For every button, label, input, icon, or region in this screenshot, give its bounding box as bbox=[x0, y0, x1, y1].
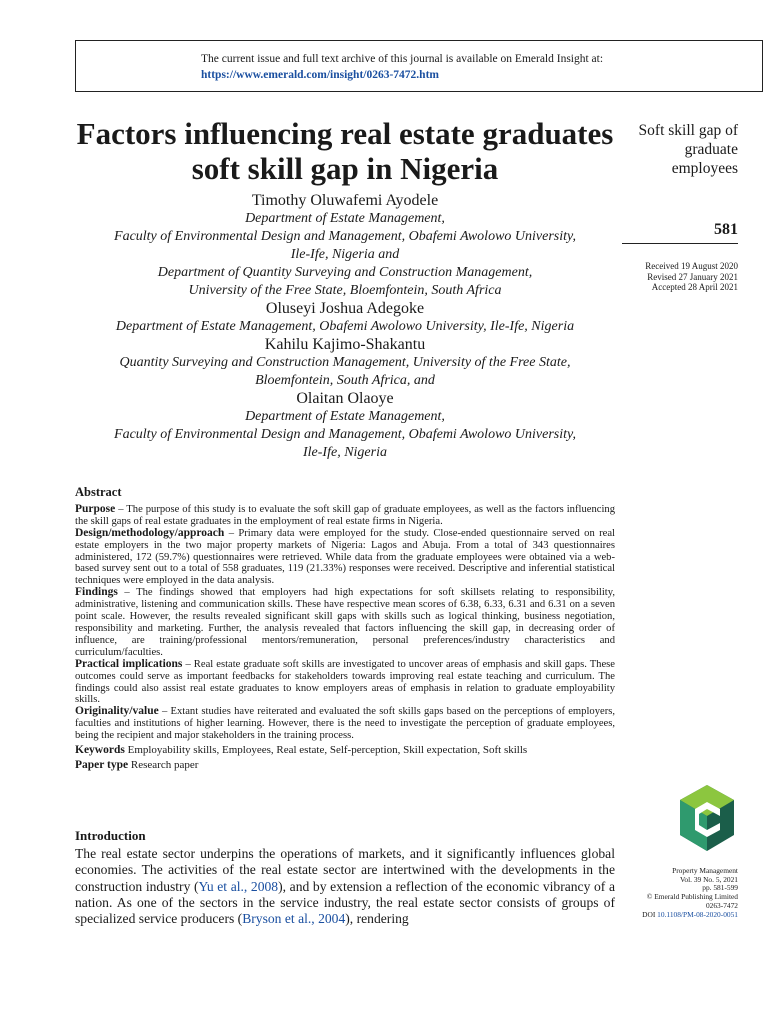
author-name: Oluseyi Joshua Adegoke bbox=[265, 300, 425, 317]
keywords bbox=[75, 745, 615, 757]
introduction-heading: Introduction bbox=[75, 828, 146, 843]
issn: 0263-7472 bbox=[705, 900, 738, 910]
sidebar-divider bbox=[622, 243, 738, 244]
practical-label: Practical implications bbox=[75, 657, 183, 670]
practical-text: – Real estate graduate soft skills are investigated to uncover areas of emphasis and skill gaps. These outcomes could serve as important feedbacks for stakeholders towards improving real estate teaching and curriculum. The findings could also assist real estate graduates to know employers areas of emphasis in relation to graduate employability skills. bbox=[75, 658, 615, 706]
journal-name: Property Management bbox=[672, 866, 738, 875]
emerald-logo-icon bbox=[676, 783, 738, 853]
author-affiliation: Faculty of Environmental Design and Management, Obafemi Awolowo University, bbox=[114, 427, 576, 442]
journal-url-link[interactable]: https://www.emerald.com/insight/0263-7472.htm bbox=[201, 69, 439, 81]
purpose-label: Purpose bbox=[75, 502, 116, 515]
accepted-date: Accepted 28 April 2021 bbox=[651, 282, 738, 292]
doi-link[interactable]: 10.1108/PM-08-2020-0051 bbox=[657, 909, 738, 919]
running-title bbox=[588, 121, 738, 178]
running-title-line: employees bbox=[671, 160, 738, 177]
journal-availability-banner bbox=[75, 40, 763, 92]
citation-link[interactable]: Yu et al., 2008 bbox=[198, 878, 279, 894]
findings-label: Findings bbox=[75, 586, 118, 599]
abstract-purpose bbox=[75, 504, 615, 528]
author-affiliation: Department of Estate Management, Obafemi Awolowo University, Ile-Ife, Nigeria bbox=[115, 319, 575, 334]
author-list bbox=[75, 192, 615, 462]
originality-label: Originality/value bbox=[75, 705, 159, 718]
author-affiliation: Bloemfontein, South Africa, and bbox=[255, 373, 435, 388]
running-title-line: Soft skill gap of bbox=[638, 122, 738, 139]
keywords-label: Keywords bbox=[75, 744, 125, 757]
doi-label: DOI bbox=[642, 909, 656, 919]
introduction-section bbox=[75, 828, 615, 927]
intro-text: ), and by extension a reflection of the economic vibrancy of a nation. As one of the sectors in the service industry, the real estate sector consists of groups of specialized service producers ( bbox=[75, 878, 615, 927]
purpose-text: – The purpose of this study is to evaluate the soft skill gap of graduate employees, as well as the factors influencing the skill gaps of real estate graduates in the employment of real estate firms in Nigeria. bbox=[75, 503, 615, 527]
page-number: 581 bbox=[714, 221, 738, 238]
banner-text: The current issue and full text archive of this journal is available on Emerald Insight at: bbox=[201, 53, 604, 65]
author-name: Kahilu Kajimo-Shakantu bbox=[264, 336, 426, 353]
publication-info bbox=[600, 867, 738, 919]
intro-text: The real estate sector underpins the operations of markets, and it significantly influences global economies. The activities of the real estate sector are intertwined with the developments in the construction industry ( bbox=[75, 846, 615, 894]
originality-text: – Extant studies have reiterated and evaluated the soft skills gaps based on the perceptions of employers, faculties and institutions of higher learning. However, there is the need to investigate the perception of graduate employees, being the recipient and major stakeholders in the training process. bbox=[75, 706, 615, 742]
design-text: – Primary data were employed for the study. Close-ended questionnaire served on real estate employers in the two major property markets of Nigeria: Lagos and Abuja. From a total of 343 questionnaires administered, 172 (59.7%) questionnaires were retrieved. While data from the graduate employees were obtained via a web-based survey sent out to a total of 558 graduates, 119 (21.33%) responses were received. Descriptive and inferential statistical techniques were employed in the data analysis. bbox=[75, 527, 615, 587]
author-affiliation: Department of Quantity Surveying and Construction Management, bbox=[157, 265, 533, 280]
publisher: © Emerald Publishing Limited bbox=[646, 892, 738, 902]
abstract-originality bbox=[75, 706, 615, 742]
paper-type-text: Research paper bbox=[128, 758, 199, 771]
author-affiliation: Ile-Ife, Nigeria and bbox=[290, 247, 400, 262]
article-title: Factors influencing real estate graduates soft skill gap in Nigeria bbox=[76, 116, 614, 186]
intro-text: ), rendering bbox=[345, 911, 409, 927]
design-label: Design/methodology/approach bbox=[75, 526, 225, 539]
author-affiliation: Department of Estate Management, bbox=[245, 409, 445, 424]
received-date: Received 19 August 2020 bbox=[645, 261, 738, 271]
author-affiliation: Faculty of Environmental Design and Management, Obafemi Awolowo University, bbox=[114, 229, 576, 244]
findings-text: – The findings showed that employers had high expectations for soft skillsets relating to responsibility, administrative, listening and communication skills. These have respective mean scores of 6.38, 6.33, 6.31 and 6.31 on a seven point scale. However, the results revealed significant skill gaps with skills such as logical thinking, business negotiation, responsibility and marketing. Further, the analysis revealed that factors influencing the skill gap, in decreasing order of influence, are training/professional mentors/remuneration, personal preferences/industry characteristics and curriculum/faculties. bbox=[75, 587, 615, 658]
paper-type bbox=[75, 760, 615, 772]
author-name: Timothy Oluwafemi Ayodele bbox=[251, 192, 439, 209]
history-dates bbox=[600, 261, 738, 293]
abstract-findings bbox=[75, 587, 615, 658]
author-affiliation: Department of Estate Management, bbox=[245, 211, 445, 226]
paper-type-label: Paper type bbox=[75, 758, 129, 771]
page-range: pp. 581-599 bbox=[702, 883, 738, 893]
running-title-line: graduate bbox=[684, 141, 738, 158]
citation-link[interactable]: Bryson et al., 2004 bbox=[242, 911, 346, 927]
author-affiliation: Ile-Ife, Nigeria bbox=[303, 445, 387, 460]
introduction-paragraph bbox=[75, 846, 615, 927]
abstract-heading: Abstract bbox=[75, 485, 122, 499]
journal-volume: Vol. 39 No. 5, 2021 bbox=[680, 874, 738, 884]
author-affiliation: University of the Free State, Bloemfontein, South Africa bbox=[188, 283, 502, 298]
author-affiliation: Quantity Surveying and Construction Management, University of the Free State, bbox=[119, 355, 571, 370]
abstract-practical bbox=[75, 659, 615, 707]
revised-date: Revised 27 January 2021 bbox=[647, 271, 738, 282]
abstract-section bbox=[75, 487, 615, 772]
author-name: Olaitan Olaoye bbox=[296, 390, 394, 407]
keywords-text: Employability skills, Employees, Real estate, Self-perception, Skill expectation, Soft skills bbox=[124, 744, 528, 757]
abstract-design bbox=[75, 528, 615, 588]
doi-line bbox=[600, 911, 738, 920]
